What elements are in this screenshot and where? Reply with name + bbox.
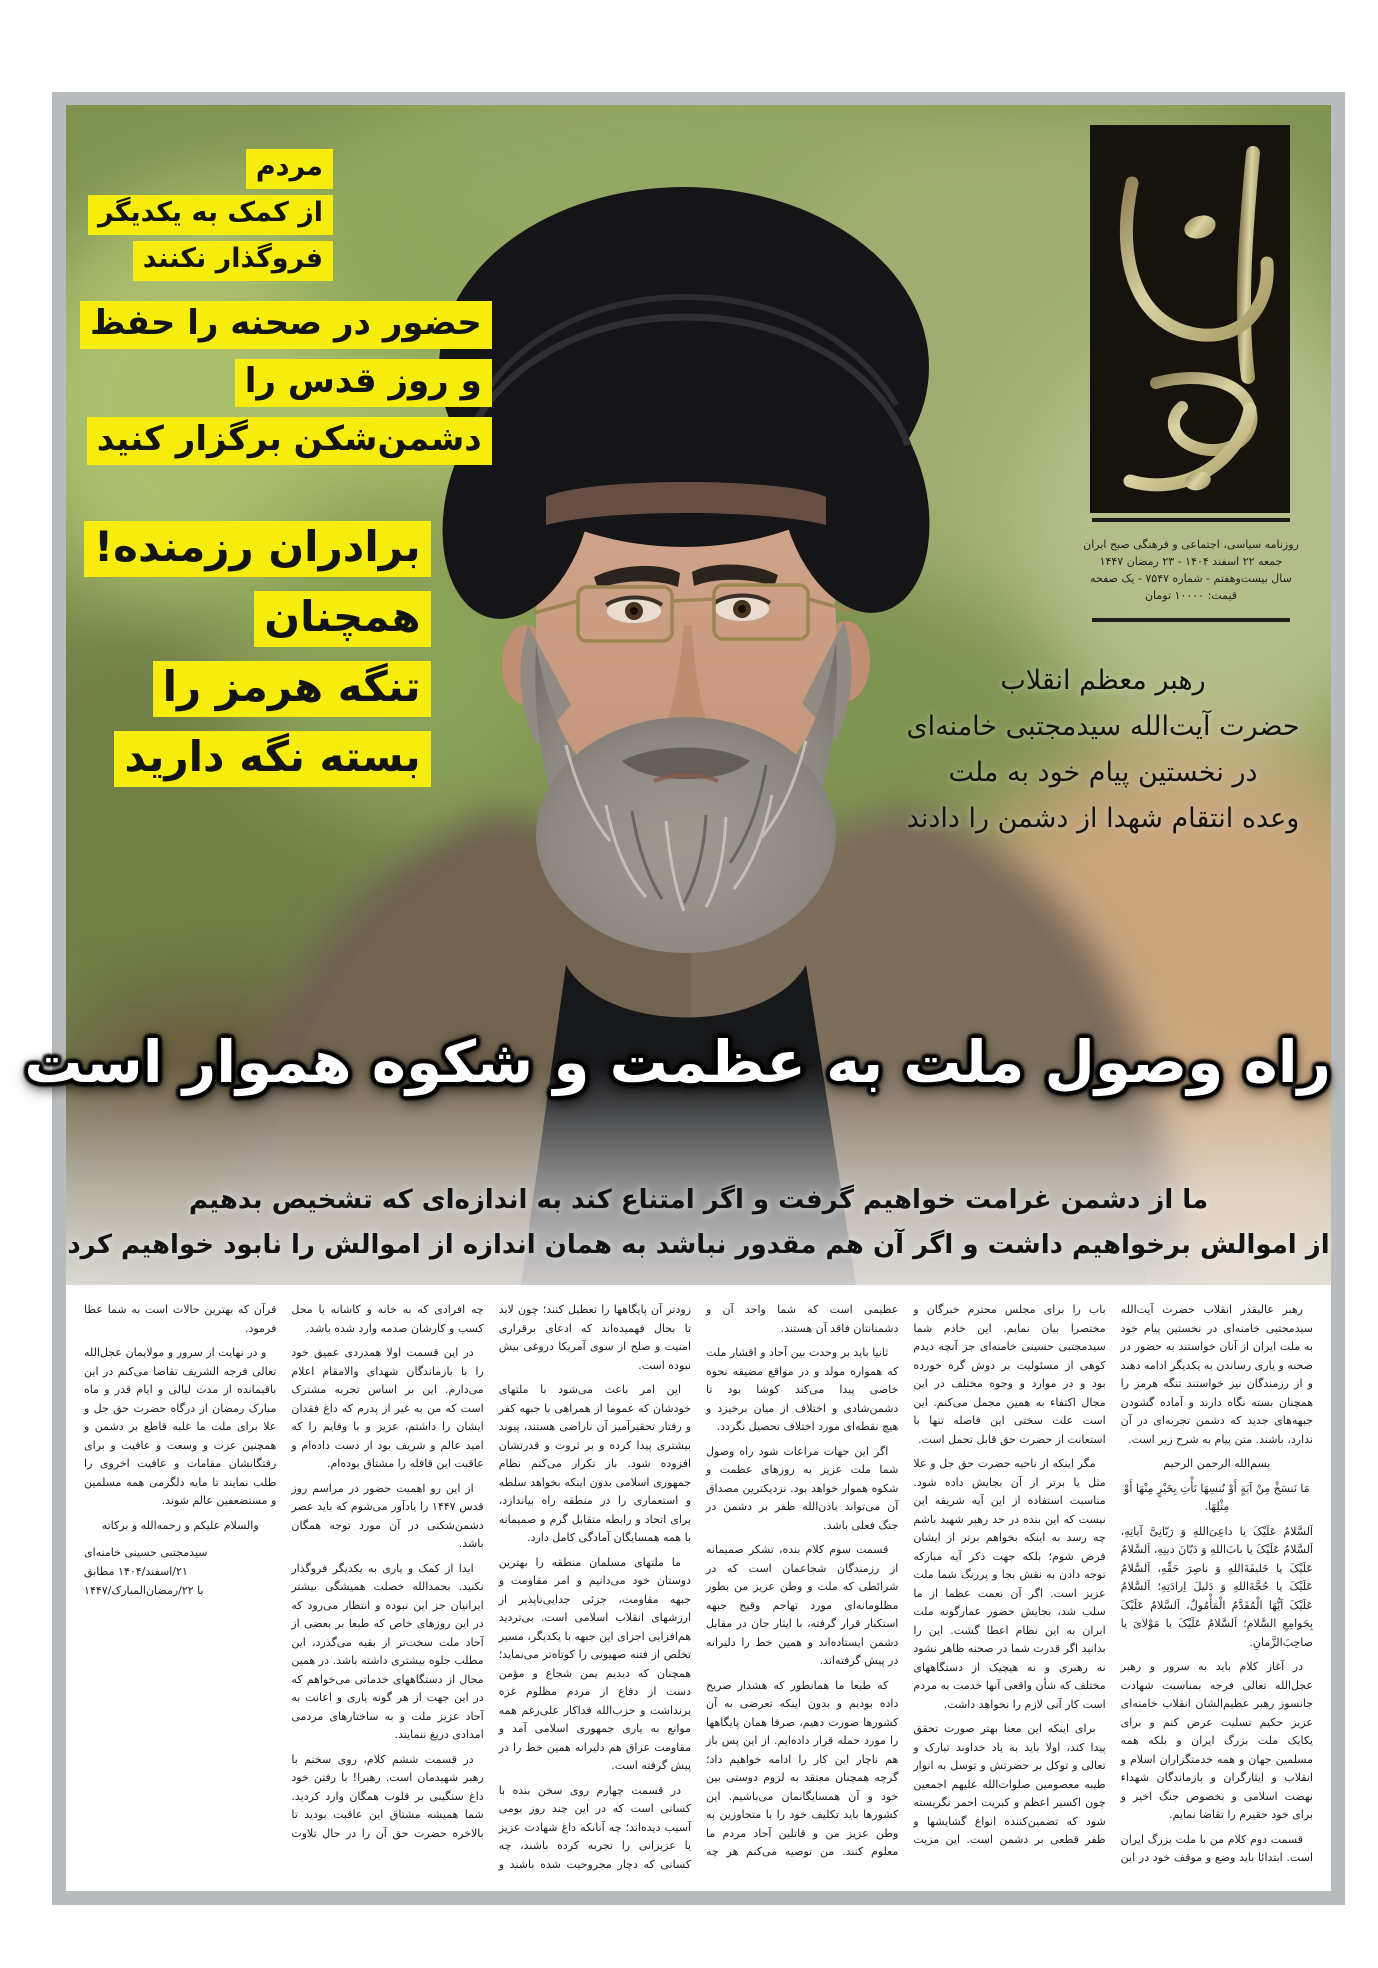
body-paragraph-2: بسم‌الله الرحمن الرحیم <box>1163 1457 1271 1470</box>
body-paragraph-8: برای اینکه این معنا بهتر صورت تحقق پیدا کند، اولا باید به یاد خداوند تبارک و تعالی و توکل بر حضرتش و توسل به انوار طیبه معصومین صلوات‌الله علیهم اجمعین چون اکسیر اعظم و کبریت احمر نگریسته شود که تضمین‌کننده انواع گشایشها و ظفر قطعی بر دشمن است. این مزیت عظیمی است که شما واجد آن و دشمنانتان فاقد آن هستند. <box>706 1303 1106 1846</box>
body-paragraph-6: قسمت دوم کلام من با ملت بزرگ ایران است. ابتدائا باید وضع و موقف خود در این باب را برای مجلس محترم خبرگان و مختصرا بیان نمایم. این خادم شما سیدمجتبی حسینی خامنه‌ای جز آنچه دیدم کوهی از مسئولیت بر دوش گره خورده بود و در موارد و وجوه مختلف در این مجال اکتفاء به همین مجمل می‌کنم. این است علت سختی این فاصله تنها با استعانت از حضرت حق قابل تحمل است. <box>913 1303 1313 1864</box>
body-paragraph-17: از این رو اهمیت حضور در مراسم روز قدس ۱۴۴۷ را یادآور می‌شوم که باید عصر دشمن‌شکنی در آن مورد توجه همگان باشد. <box>291 1481 484 1550</box>
body-paragraph-7: مگر اینکه از ناحیه حضرت حق جل و علا مثل یا برتر از آن بجایش داده شود. مناسبت استفاده از این آیه شریفه این نیست که این بنده در حد رهبر شهید باشم چه رسد به اینکه بخواهم برتر از ایشان فرض شوم؛ بلکه جهت ذکر آیه مبارکه توجه دادن به نقش بجا و پررنگ شما ملت عزیز است. اگر آن نعمت عظما از ما سلب شد، بجایش حضور عمارگونه ملت ایران به این نظام اعطا گشت. این را بدانید اگر قدرت شما در صحنه ظاهر نشود نه رهبری و نه هیچیک از دستگاههای مختلف که شأن واقعی آنها خدمت به مردم است کار آنی لازم را نخواهد داشت. <box>913 1457 1106 1711</box>
signature-line-2: ۲۱/اسفند/۱۴۰۴ مطابق <box>84 1565 188 1578</box>
body-paragraph-15: در قسمت چهارم روی سخن بنده با کسانی است که در این چند روز بومی آسیب دیده‌اند؛ چه آنانکه داغ شهادت عزیز یا عزیزانی را تجربه کرده باشند، چه کسانی که دچار مجروحیت شده باشند و چه افرادی که به خانه و کاشانه یا محل کسب و کارشان صدمه وارد شده باشد. <box>291 1303 692 1871</box>
right-headline-line-2: حضرت آیت‌الله سیدمجتبی خامنه‌ای <box>906 711 1300 742</box>
yellow-headline-2-line-3: دشمن‌شکن برگزار کنید <box>87 417 492 465</box>
signature-block <box>84 1543 276 1600</box>
yellow-headline-block-3 <box>84 514 431 794</box>
body-columns <box>84 1301 1313 1875</box>
body-paragraph-3: مَا نَنسَخْ مِنْ آیَةٍ أَوْ نُنسِهَا نَأْتِ بِخَیْرٍ مِنْهَا أَوْ مِثْلِهَا. <box>1124 1481 1310 1513</box>
body-paragraph-13: این امر باعث می‌شود با ملتهای خودشان که عموما از همراهی با جبهه کفر و رفتار تحقیرآمیز آن ناراضی هستند، پیوند بیشتری پیدا کرده و بر ثروت و قدرتشان افزوده شود. باز تکرار می‌کنم نظام جمهوری اسلامی بدون اینکه بخواهد سلطه و استعماری را در منطقه راه بیاندازد، برای اتحاد و رابطه متقابل گرم و صمیمانه با همه همسایگان آمادگی کامل دارد. <box>498 1383 692 1544</box>
body-paragraph-1: رهبر عالیقدر انقلاب حضرت آیت‌الله سیدمجتبی خامنه‌ای در نخستین پیام خود به ملت ایران از آنان خواستند به حضور در صحنه و یاری رساندن به یکدیگر ادامه دهند و از رزمندگان نیز خواستند تنگه هرمز را همچنان بسته نگاه دارند و آماده گشودن جبهه‌های جدید که دشمن تجربه‌ای در آن ندارد، باشند. متن پیام به شرح زیر است. <box>1120 1303 1313 1446</box>
right-headline-line-4: وعده انتقام شهدا از دشمن را دادند <box>906 803 1300 834</box>
body-paragraph-18: ابدا از کمک و یاری به یکدیگر فروگذار نکنید. بحمدالله خصلت همیشگی بیشتر ایرانیان جز این نبوده و انتظار می‌رود که در این روزهای خاص که طبعا بر بعضی از آحاد ملت سخت‌تر از بقیه می‌گذرد، این مطلب جلوه بیشتری داشته باشد. در همین مجال از دستگاههای خدماتی می‌خواهم که در این جهت از هر گونه یاری و اعانت به آحاد عزیز ملت و به ساختارهای مردمی امدادی دریغ ننمایند. <box>291 1561 484 1741</box>
yellow-headline-3-line-2: همچنان <box>254 591 430 647</box>
masthead-info-line-4: قیمت: ۱۰۰۰۰ تومان <box>1144 589 1238 602</box>
body-paragraph-20: و در نهایت از سرور و مولایمان عجل‌الله تعالی فرجه الشریف تقاضا می‌کنم در این باقیمانده از مدت لیالی و ایام قدر و ماه مبارک رمضان از درگاه حضرت حق جل و علا برای ملت ما غلبه قاطع بر دشمن و همچنین عزت و وسعت و عافیت و برای رفتگانشان مقامات و عافیت اخروی را طلب نمایند تا مایه دلگرمی همه مسلمین و مستضعفین عالم شوند. <box>84 1346 277 1507</box>
masthead-info-line-2: جمعه ۲۲ اسفند ۱۴۰۴ - ۲۳ رمضان ۱۴۴۷ <box>1099 555 1283 568</box>
masthead-info-line-3: سال بیست‌وهفتم - شماره ۷۵۴۷ - یک صفحه <box>1090 572 1292 585</box>
body-paragraph-10: اگر این جهات مراعات شود راه وصول شما ملت عزیز به روزهای عظمت و شکوه هموار خواهد بود. نزدیکترین مصداق آن می‌تواند باذن‌الله ظفر بر دشمن در جنگ فعلی باشد. <box>706 1444 899 1532</box>
yellow-headline-2-line-2: و روز قدس را <box>235 359 492 407</box>
deck-line-2: از اموالش برخواهیم داشت و اگر آن هم مقدور نباشد به همان اندازه از اموالش را نابود خواهیم کرد <box>67 1230 1330 1260</box>
yellow-headline-3-line-3: تنگه هرمز را <box>153 661 431 717</box>
deck <box>66 1178 1331 1268</box>
signature-line-1: سیدمجتبی حسینی خامنه‌ای <box>84 1546 208 1559</box>
right-headline-line-1: رهبر معظم انقلاب <box>1000 665 1206 696</box>
body-paragraph-9: ثانیا باید بر وحدت بین آحاد و اقشار ملت که همواره مولد و در مواقع مضیقه نحوه خاصی پیدا می‌کند کوشا بود تا دشمن‌شادی و اختلاف از میان برخیزد و هیچ نقطه‌ای مورد اختلاف تحصیل نگردد. <box>706 1346 899 1433</box>
deck-line-1: ما از دشمن غرامت خواهیم گرفت و اگر امتناع کند به اندازه‌ای که تشخیص بدهیم <box>188 1185 1209 1215</box>
javan-calligraphy-icon <box>1090 125 1290 513</box>
body-paragraph-14: ما ملتهای مسلمان منطقه را بهترین دوستان خود می‌دانیم و امر مقاومت و جبهه مقاومت، جزئی جدایی‌ناپذیر از ارزشهای انقلاب اسلامی است. بی‌تردید هم‌افزایی اجزای این جبهه با یکدیگر، مسیر تخلص از فتنه صهیونی را کوتاه‌تر می‌نماید؛ همچنان که دیدیم یمن شجاع و مؤمن دست از دفاع از مردم مظلوم غزه برنداشت و حزب‌الله فداکار علی‌رغم همه موانع به یاری جمهوری اسلامی آمد و مقاومت عراق هم دلیرانه همین خط را در پیش گرفته است. <box>498 1555 692 1772</box>
yellow-headline-1-line-1: مردم <box>246 149 333 189</box>
body-paragraph-11: قسمت سوم کلام بنده، تشکر صمیمانه از رزمندگان شجاعمان است که در شرائطی که ملت و وطن عزیز من بطور مظلومانه‌ای مورد تهاجم وقیح جبهه استکبار قرار گرفته، با ایثار جان در مقابل دشمن ایستاده‌اند و همین خط را دلیرانه در پیش گرفته‌اند. <box>706 1543 899 1667</box>
body-paragraph-16: در این قسمت اولا همدردی عمیق خود را با بازماندگان شهدای والامقام اعلام می‌دارم. این بر اساس تجربه مشترک است که من به غیر از پدرم که داغ فقدان ایشان را داشتم، عزیز و با وفایم را که امید عالم و شریف بود از دست داده‌ام و عاقبت این قافله را مشتاق بوده‌ام. <box>291 1346 484 1470</box>
masthead-info-line-1: روزنامه سیاسی، اجتماعی و فرهنگی صبح ایران <box>1083 538 1299 551</box>
yellow-headline-3-line-1: برادران رزمنده! <box>84 521 431 577</box>
body-paragraph-12: که طبعا ما همانطور که هشدار صریح داده بودیم و بدون اینکه تعرضی به آن کشورها صورت دهیم، صرفا همان پایگاهها را مورد حمله قرار داده‌ایم. از این پس باز هم ناچار این کار را ادامه خواهیم داد؛ گرچه همچنان معتقد به لزوم دوستی بین خود و آن همسایگانمان می‌باشیم. این کشورها باید تکلیف خود را با متجاوزین به وطن عزیز من و قاتلین آحاد مردم ما معلوم کنند. من توصیه می‌کنم هر چه زودتر آن پایگاهها را تعطیل کنند؛ چون لابد تا بحال فهمیده‌اند که ادعای برقراری امنیت و صلح از سوی آمریکا دروغی بیش نبوده است. <box>498 1303 899 1858</box>
signature-line-3: با ۲۲/رمضان‌المبارک/۱۴۴۷ <box>84 1584 204 1597</box>
yellow-headline-1-line-3: فروگذار نکنند <box>133 241 333 281</box>
body-paragraph-5: در آغاز کلام باید به سرور و رهبر عجل‌الله تعالی فرجه بمناسبت شهادت جانسوز رهبر عظیم‌الشان انقلاب خامنه‌ای عزیز حکیم تسلیت عرض کنم و برای یکایک ملت بزرگ ایران و بلکه همه مسلمین جهان و همه خدمتگزاران اسلام و انقلاب و ایثارگران و بازماندگان شهداء نهضت اسلامی و بخصوص جنگ اخیر و برای خود حقیرم را تقاضا نمایم. <box>1120 1660 1313 1821</box>
yellow-headline-block-1 <box>88 146 333 284</box>
main-headline: راه وصول ملت به عظمت و شکوه هموار است <box>24 1028 1331 1096</box>
yellow-headline-1-line-2: از کمک به یکدیگر <box>88 195 333 235</box>
yellow-headline-block-2 <box>80 296 492 470</box>
right-headline <box>860 658 1346 842</box>
masthead-logo <box>1090 125 1290 513</box>
masthead-info-box <box>1083 518 1299 622</box>
right-headline-line-3: در نخستین پیام خود به ملت <box>948 757 1258 788</box>
body-area <box>66 1285 1331 1891</box>
yellow-headline-2-line-1: حضور در صحنه را حفظ <box>80 301 492 349</box>
yellow-headline-3-line-4: بسته نگه دارید <box>114 731 430 787</box>
closing-line: والسلام علیکم و رحمه‌الله و برکاته <box>101 1518 259 1532</box>
body-paragraph-19: در قسمت ششم کلام، روی سخنم با رهبر شهیدمان است. رهبرا! با رفتن خود داغ سنگینی بر قلوب همگان وارد کردید. شما همیشه مشتاق این عاقبت بودید تا بالاخره حضرت حق آن را در حال تلاوت قرآن که بهترین حالات است به شما عطا فرمود. <box>84 1303 484 1840</box>
body-paragraph-4: اَلسَّلامُ عَلَیْکَ یا داعِیَ‌اللهِ وَ رَبّانِیَّ آیاتِهِ، اَلسَّلامُ عَلَیْکَ یا بابَ‌اللهِ وَ دَیّانَ دینِهِ، اَلسَّلامُ عَلَیْکَ یا خَلیفَةَ‌اللهِ وَ ناصِرَ حَقِّهِ، اَلسَّلامُ عَلَیْکَ یا حُجَّةَ‌اللهِ وَ دَلیلَ اِرادَتِهِ؛ اَلسَّلامُ عَلَیْکَ اَیُّهَا الْمُقَدَّمُ الْمَأْمُولُ، اَلسَّلامُ عَلَیْکَ بِجَوامِعِ السَّلامِ؛ اَلسَّلامُ عَلَیْکَ یا مَوْلایَ یا صاحِبَ‌الزَّمانِ. <box>1120 1524 1313 1649</box>
